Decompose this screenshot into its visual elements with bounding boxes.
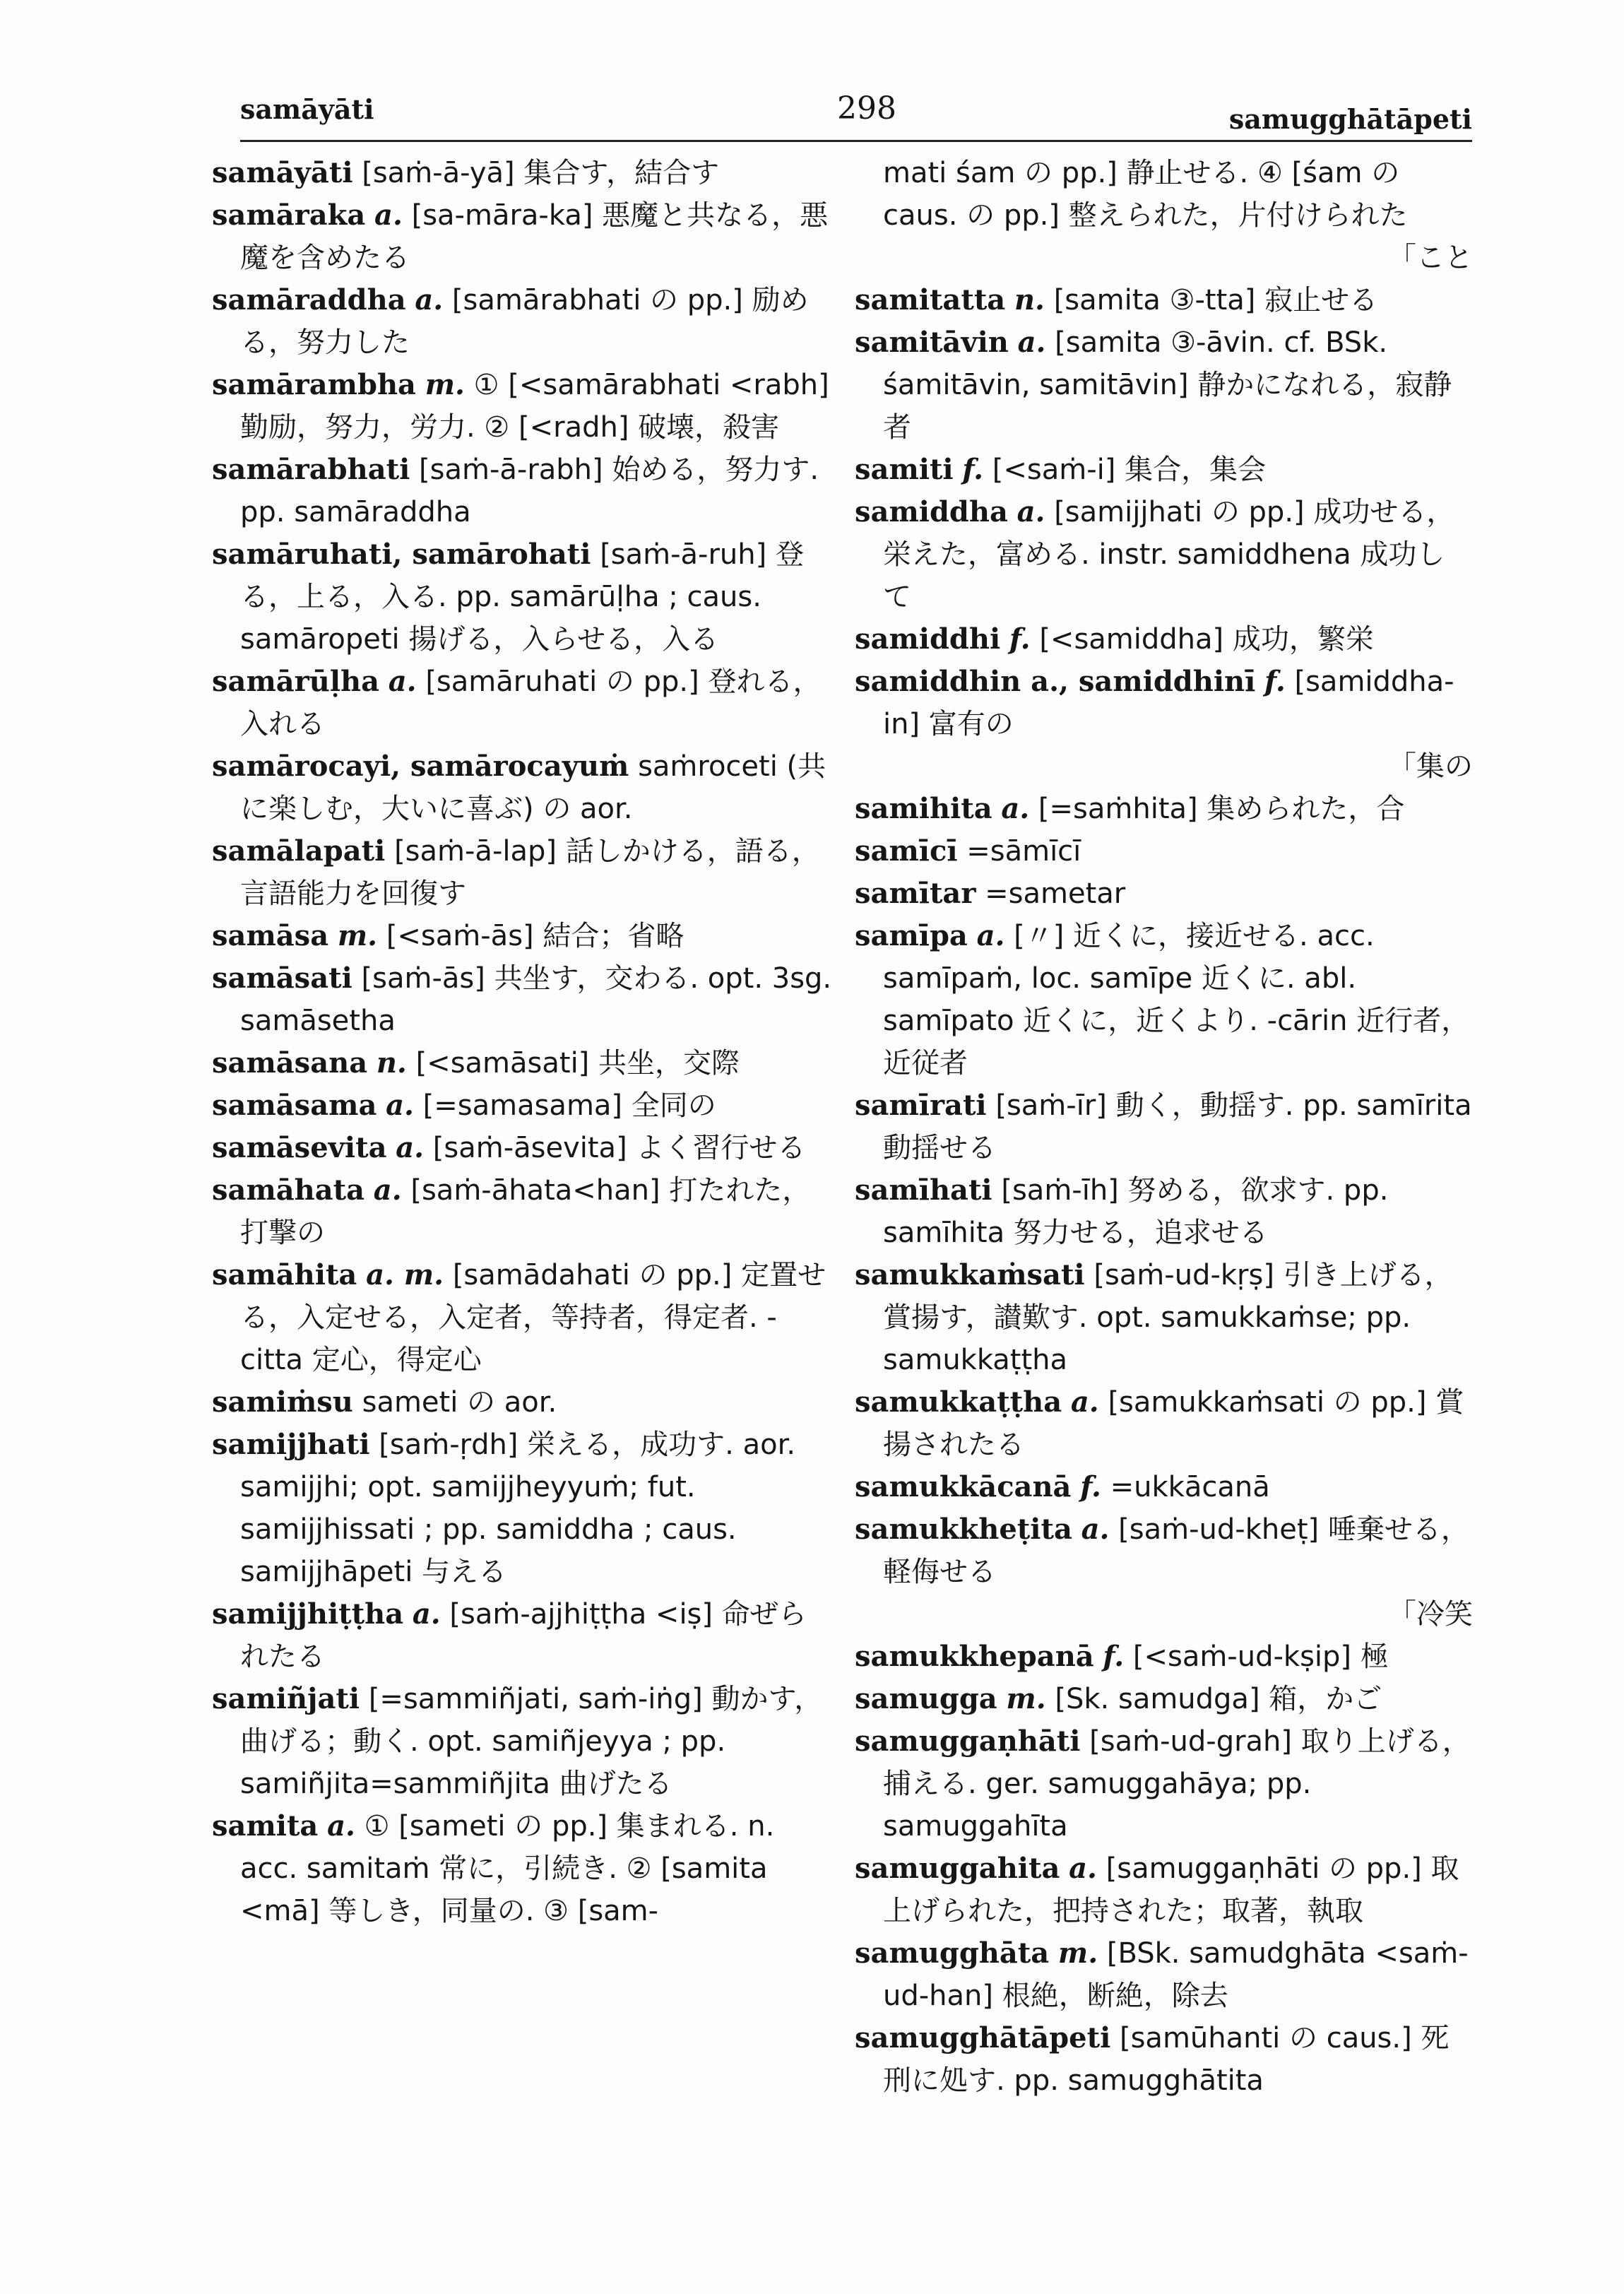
- entry-grammar: a. m.: [366, 1258, 444, 1291]
- entry-headword: samugga: [855, 1682, 997, 1715]
- entry-headword: samugghāta: [855, 1937, 1050, 1970]
- entry-headword: samiddha: [855, 495, 1008, 528]
- dictionary-entry: [855, 321, 1473, 449]
- entry-grammar: a.: [373, 1173, 402, 1207]
- dictionary-entry: [212, 661, 834, 745]
- entry-grammar: a.: [1001, 792, 1030, 825]
- entry-headword: samitāvin: [855, 326, 1009, 359]
- entry-definition: [samuggaṇhāti の pp.] 取上げられた，把持された；取著，執取: [883, 1852, 1459, 1927]
- dictionary-entry: [855, 1932, 1473, 2017]
- dictionary-entry: [212, 830, 834, 915]
- entry-headword: samukkaṁsati: [855, 1258, 1085, 1291]
- entry-grammar: m.: [1057, 1937, 1098, 1970]
- entry-headword: samitatta: [855, 283, 1006, 317]
- dictionary-entry: [212, 533, 834, 661]
- entry-headword: samāsana: [212, 1046, 368, 1080]
- entry-definition: [<saṁ-ās] 結合；省略: [386, 920, 684, 952]
- entry-grammar: m.: [1006, 1682, 1046, 1715]
- entry-grammar: a.: [1017, 326, 1046, 359]
- entry-headword: samita: [212, 1809, 319, 1843]
- entry-definition: [BSk. samudghāta <saṁ-ud-han] 根絶，断絶，除去: [883, 1937, 1469, 2012]
- entry-definition: [samādahati の pp.] 定置せる，入定せる，入定者，等持者，得定者. -citta 定心，得定心: [240, 1259, 826, 1376]
- entry-grammar: f.: [1103, 1640, 1125, 1673]
- dictionary-entry: [855, 1169, 1473, 1254]
- entry-definition: [Sk. samudga] 箱，かご: [1055, 1683, 1382, 1715]
- entry-headword: samijjhati: [212, 1428, 370, 1461]
- entry-headword: samīcī: [855, 834, 958, 868]
- dictionary-entry: [855, 1381, 1473, 1466]
- dictionary-entry: [212, 152, 834, 194]
- dictionary-entry: [855, 491, 1473, 618]
- entry-headword: samiddhin a., samiddhinī: [855, 665, 1256, 698]
- entry-definition: [〃] 近くに，接近せる. acc. samīpaṁ, loc. samīpe 近くに. abl. samīpato 近くに，近くより. -cārin 近行者，近従者: [883, 920, 1470, 1080]
- dictionary-entry: [855, 1720, 1473, 1847]
- entry-headword: samuggahita: [855, 1852, 1060, 1885]
- entry-headword: samijjhiṭṭha: [212, 1597, 404, 1631]
- dictionary-entry: [212, 1381, 834, 1424]
- entry-definition: =sametar: [985, 877, 1126, 910]
- entry-definition: [saṁ-ā-lap] 話しかける，語る，言語能力を回復す: [240, 835, 820, 910]
- entry-grammar: f.: [962, 453, 984, 486]
- entry-definition: [samijjhati の pp.] 成功せる，栄えた，富める. instr. samiddhena 成功して: [883, 496, 1455, 613]
- entry-definition: =sāmīcī: [966, 835, 1081, 868]
- entry-definition: [saṁ-ud-kheṭ] 唾棄せる，軽侮せる: [883, 1513, 1469, 1588]
- entry-grammar: m.: [337, 919, 378, 952]
- entry-definition: mati śam の pp.] 静止せる. ④ [śam の caus. の pp.] 整えられた，片付けられた: [883, 157, 1408, 232]
- dictionary-entry: [212, 279, 834, 364]
- dictionary-entry: [212, 1254, 834, 1381]
- left-column: [212, 152, 834, 1932]
- entry-grammar: a.: [327, 1809, 355, 1843]
- dictionary-entry: [212, 1424, 834, 1593]
- entry-headword: samārūḷha: [212, 665, 380, 698]
- entry-definition: ① [sameti の pp.] 集まれる. n. acc. samitaṁ 常に，引続き. ② [samita <mā] 等しき，同量の. ③ [sam-: [240, 1810, 775, 1927]
- entry-definition: [saṁ-ṛdh] 栄える，成功す. aor. samijjhi; opt. samijjheyyuṁ; fut. samijjhissati ; pp. samiddha ; caus. samijjhāpeti 与える: [240, 1429, 796, 1588]
- entry-definition: [saṁ-īr] 動く，動揺す. pp. samīrita 動揺せる: [883, 1089, 1472, 1164]
- entry-headword: samāruhati, samārohati: [212, 538, 591, 571]
- entry-headword: samukkaṭṭha: [855, 1385, 1062, 1419]
- right-column: [855, 152, 1473, 2102]
- dictionary-entry: [212, 1593, 834, 1678]
- dictionary-entry: [212, 1042, 834, 1084]
- entry-definition: saṁroceti (共に楽しむ，大いに喜ぶ) の aor.: [240, 750, 826, 825]
- dictionary-entry: [212, 1678, 834, 1805]
- entry-definition: [samiddha-in] 富有の: [883, 666, 1454, 740]
- page-number: 298: [837, 90, 896, 126]
- entry-headword: samārambha: [212, 368, 416, 401]
- entry-continuation-mark: 「集の: [1388, 750, 1473, 783]
- dictionary-entry: [212, 957, 834, 1042]
- entry-grammar: a.: [1070, 1385, 1099, 1419]
- dictionary-entry: [855, 788, 1473, 830]
- entry-definition: [saṁ-āhata<han] 打たれた，打撃の: [240, 1174, 811, 1249]
- entry-definition: [samārabhati の pp.] 励める，努力した: [240, 284, 809, 359]
- entry-grammar: n.: [376, 1046, 407, 1080]
- entry-definition: [saṁ-ajjhiṭṭha <iṣ] 命ぜられたる: [240, 1598, 807, 1673]
- entry-headword: samāhita: [212, 1258, 357, 1291]
- dictionary-entry: [855, 279, 1473, 321]
- entry-definition: ① [<samārabhati <rabh] 勤励，努力，労力. ② [<radh] 破壊，殺害: [240, 369, 829, 444]
- dictionary-entry: [855, 830, 1473, 873]
- entry-grammar: a.: [412, 1597, 441, 1631]
- entry-headword: samāraka: [212, 199, 366, 232]
- entry-grammar: f.: [1080, 1470, 1101, 1503]
- entry-headword: samītar: [855, 877, 976, 910]
- entry-definition: [sa-māra-ka] 悪魔と共なる，悪魔を含めたる: [240, 199, 829, 274]
- entry-grammar: a.: [388, 665, 417, 698]
- entry-headword: samiñjati: [212, 1682, 360, 1715]
- entry-headword: samāsa: [212, 919, 329, 952]
- dictionary-entry: [855, 1466, 1473, 1508]
- entry-definition: [samāruhati の pp.] 登れる，入れる: [240, 666, 822, 740]
- entry-headword: samārocayi, samārocayuṁ: [212, 750, 629, 783]
- entry-grammar: f.: [1264, 665, 1286, 698]
- entry-headword: samāsama: [212, 1089, 377, 1122]
- entry-definition: [<samiddha] 成功，繁栄: [1039, 623, 1374, 656]
- entry-headword: samukkācanā: [855, 1470, 1072, 1503]
- entry-headword: samiti: [855, 453, 954, 486]
- dictionary-entry: [855, 1847, 1473, 1932]
- entry-definition: [samita ③-tta] 寂止せる: [1053, 284, 1378, 317]
- dictionary-entry: [855, 873, 1473, 915]
- dictionary-entry: [855, 618, 1473, 661]
- entry-headword: samukkheṭita: [855, 1513, 1072, 1546]
- dictionary-entry: [212, 745, 834, 830]
- entry-definition: [saṁ-ās] 共坐す，交わる. opt. 3sg. samāsetha: [240, 962, 832, 1037]
- dictionary-entry: [212, 1805, 834, 1932]
- entry-definition: [saṁ-ā-rabh] 始める，努力す. pp. samāraddha: [240, 454, 819, 528]
- entry-grammar: a.: [415, 283, 444, 317]
- dictionary-entry: [212, 1084, 834, 1127]
- entry-grammar: a.: [976, 919, 1005, 952]
- entry-definition: [saṁ-ā-yā] 集合す，結合す: [362, 157, 720, 189]
- dictionary-entry: [855, 1678, 1473, 1720]
- entry-grammar: a.: [396, 1131, 425, 1164]
- entry-headword: samīhati: [855, 1173, 992, 1207]
- dictionary-entry: [212, 364, 834, 449]
- entry-headword: samiddhi: [855, 622, 1001, 656]
- left-running-head: samāyāti: [240, 93, 374, 125]
- page-header: [240, 90, 1472, 142]
- entry-definition: [saṁ-āsevita] よく習行せる: [432, 1132, 806, 1164]
- entry-headword: samugghātāpeti: [855, 2021, 1111, 2054]
- entry-headword: samāsevita: [212, 1131, 387, 1164]
- entry-definition: [=sammiñjati, saṁ-iṅg] 動かす，曲げる；動く. opt. samiñjeyya ; pp. samiñjita=sammiñjita 曲げたる: [240, 1683, 823, 1800]
- entry-headword: samāhata: [212, 1173, 365, 1207]
- entry-definition: [saṁ-ud-kṛṣ] 引き上げる，賞揚す，讃歎す. opt. samukkaṁse; pp. samukkaṭṭha: [883, 1259, 1453, 1376]
- entry-headword: samāraddha: [212, 283, 406, 317]
- entry-grammar: f.: [1009, 622, 1031, 656]
- entry-headword: samīpa: [855, 919, 968, 952]
- entry-headword: samuggaṇhāti: [855, 1725, 1081, 1758]
- entry-definition: [<saṁ-i] 集合，集会: [992, 454, 1267, 486]
- entry-headword: samāsati: [212, 962, 352, 995]
- entry-definition: =ukkācanā: [1110, 1471, 1270, 1503]
- dictionary-entry: [212, 1169, 834, 1254]
- entry-grammar: a.: [1017, 495, 1045, 528]
- dictionary-entry: [855, 152, 1473, 279]
- dictionary-entry: [855, 449, 1473, 491]
- dictionary-entry: [212, 1127, 834, 1169]
- entry-headword: samārabhati: [212, 453, 410, 486]
- entry-definition: [<samāsati] 共坐，交際: [415, 1047, 740, 1080]
- entry-definition: [saṁ-ā-ruh] 登る，上る，入る. pp. samārūḷha ; caus. samāropeti 揚げる，入らせる，入る: [240, 538, 804, 656]
- dictionary-entry: [855, 2017, 1473, 2102]
- entry-definition: [<saṁ-ud-kṣip] 極: [1132, 1640, 1389, 1673]
- entry-headword: samālapati: [212, 834, 386, 868]
- dictionary-entry: [212, 915, 834, 957]
- entry-grammar: a.: [1081, 1513, 1110, 1546]
- entry-grammar: a.: [386, 1089, 414, 1122]
- dictionary-entry: [855, 661, 1473, 788]
- dictionary-entry: [855, 1636, 1473, 1678]
- entry-grammar: a.: [374, 199, 403, 232]
- entry-definition: [=samasama] 全同の: [422, 1089, 716, 1122]
- entry-grammar: a.: [1069, 1852, 1097, 1885]
- dictionary-entry: [855, 1084, 1473, 1169]
- entry-headword: samihita: [855, 792, 992, 825]
- entry-definition: [=saṁhita] 集められた，合: [1038, 793, 1405, 825]
- entry-headword: samukkhepanā: [855, 1640, 1094, 1673]
- entry-grammar: m.: [425, 368, 465, 401]
- entry-definition: [samūhanti の caus.] 死刑に処す. pp. samugghātita: [883, 2022, 1450, 2097]
- dictionary-entry: [212, 194, 834, 279]
- entry-definition: [saṁ-īh] 努める，欲求す. pp. samīhita 努力せる，追求せる: [883, 1174, 1389, 1249]
- dictionary-entry: [212, 449, 834, 533]
- entry-definition: [samukkaṁsati の pp.] 賞揚されたる: [883, 1386, 1464, 1461]
- entry-headword: samāyāti: [212, 156, 353, 189]
- entry-continuation-mark: 「こと: [1388, 242, 1473, 274]
- right-running-head: samugghātāpeti: [1228, 103, 1472, 135]
- entry-headword: samiṁsu: [212, 1385, 353, 1419]
- entry-grammar: n.: [1014, 283, 1045, 317]
- entry-definition: sameti の aor.: [362, 1386, 557, 1419]
- dictionary-entry: [855, 1254, 1473, 1381]
- entry-continuation-mark: 「冷笑: [1388, 1598, 1473, 1631]
- entry-headword: samīrati: [855, 1089, 987, 1122]
- entry-definition: [samita ③-āvin. cf. BSk. śamitāvin, samitāvin] 静かになれる，寂静者: [883, 326, 1452, 444]
- entry-definition: [saṁ-ud-grah] 取り上げる，捕える. ger. samuggahāya; pp. samuggahīta: [883, 1725, 1471, 1843]
- dictionary-entry: [855, 1508, 1473, 1636]
- dictionary-entry: [855, 915, 1473, 1084]
